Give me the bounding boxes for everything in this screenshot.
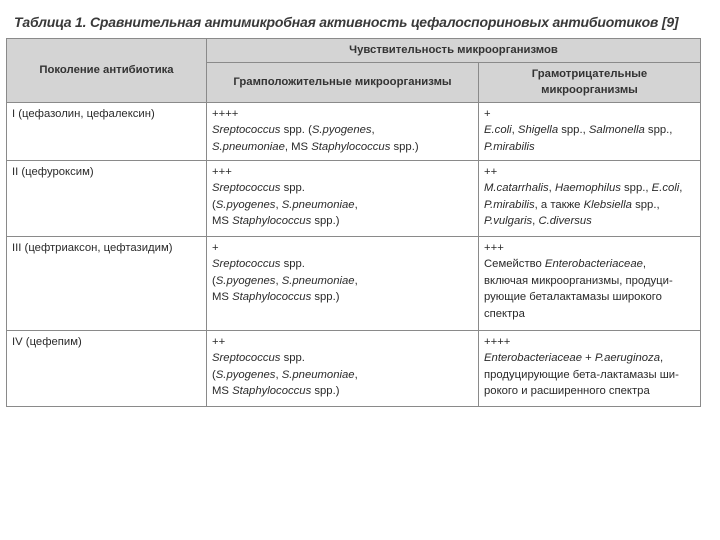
text-fragment: , а также <box>534 198 584 211</box>
text-fragment: spp. <box>280 258 305 270</box>
text-fragment: , <box>275 368 282 381</box>
text-fragment: , <box>354 368 358 381</box>
gram-positive-cell <box>207 160 479 236</box>
gram-positive-cell <box>207 102 479 160</box>
text-fragment: ( <box>212 368 216 381</box>
organism-name: Sreptococcus <box>212 182 281 194</box>
organism-name: E.coli <box>651 182 680 194</box>
organism-name: Staphylococcus <box>232 291 312 303</box>
organism-name: Staphylococcus <box>232 385 312 397</box>
text-fragment: , <box>548 182 555 194</box>
organism-name: Sreptococcus <box>212 258 281 270</box>
activity-level: ++ <box>484 165 498 178</box>
activity-level: + <box>212 241 219 254</box>
table-row <box>7 330 701 406</box>
gram-positive-cell <box>207 330 479 406</box>
table-row <box>7 160 701 236</box>
organism-name: S.pyogenes <box>215 274 276 287</box>
description-line: рующие беталактамазы широкого <box>484 291 662 303</box>
activity-level: + <box>484 107 491 120</box>
organism-name: Staphylococcus <box>232 215 312 227</box>
header-gram-negative <box>479 62 701 102</box>
organism-name: S.pneumoniae <box>281 368 355 381</box>
activity-level: +++ <box>212 165 232 178</box>
text-fragment: MS <box>212 215 233 227</box>
text-fragment: , <box>354 274 358 287</box>
organism-name: P.aeruginoza <box>594 352 660 364</box>
table-caption: Таблица 1. Сравнительная антимикробная активность цефалоспориновых антибиотиков [9] <box>14 14 679 30</box>
organism-name: S.pyogenes <box>215 368 276 381</box>
organism-name: S.pyogenes <box>215 198 276 211</box>
organism-name: Enterobacteriaceae <box>544 258 643 270</box>
organism-name: Klebsiella <box>583 198 632 211</box>
text-fragment: spp., <box>631 198 660 211</box>
text-fragment: , <box>511 124 518 136</box>
header-sensitivity: Чувствительность микроорганизмов <box>207 39 701 63</box>
gram-negative-cell <box>479 236 701 330</box>
text-fragment: spp. <box>280 352 305 364</box>
text-fragment: , <box>659 352 664 364</box>
organism-name: Sreptococcus <box>212 124 281 136</box>
text-fragment: , <box>275 198 282 211</box>
activity-level: ++++ <box>484 335 511 348</box>
organism-name: S.pneumoniae <box>281 198 355 211</box>
text-fragment: , <box>679 182 683 194</box>
text-fragment: spp., <box>620 182 652 194</box>
organism-name: Salmonella <box>588 124 645 136</box>
organism-name: Staphylocоccus <box>311 140 391 153</box>
organism-name: S.pneumoniae <box>281 274 355 287</box>
gram-negative-cell <box>479 102 701 160</box>
text-fragment: , <box>354 198 358 211</box>
activity-level: +++ <box>484 241 504 254</box>
activity-level: ++++ <box>212 107 239 120</box>
table-row <box>7 236 701 330</box>
header-generation: Поколение антибиотика <box>7 39 207 103</box>
text-fragment: spp.) <box>311 385 340 397</box>
organism-name: S.pyogenes <box>311 124 372 136</box>
organism-name: Shigella <box>517 124 559 136</box>
generation-cell: III (цефтриаксон, цефтазидим) <box>7 236 207 330</box>
description-line: включая микроорганизмы, продуци- <box>484 274 673 287</box>
text-fragment: spp.) <box>311 291 340 303</box>
generation-cell: II (цефуроксим) <box>7 160 207 236</box>
gram-negative-cell <box>479 330 701 406</box>
text-fragment: , <box>532 215 539 227</box>
text-fragment: ( <box>212 274 216 287</box>
text-fragment: , MS <box>284 140 312 153</box>
organism-name: Enterobacteriaceae <box>484 352 582 364</box>
organism-name: P.mirabilis <box>484 140 535 153</box>
activity-level: ++ <box>212 335 226 348</box>
organism-name: M.catarrhalis <box>484 182 549 194</box>
text-fragment: spp. <box>280 182 305 194</box>
table-row <box>7 102 701 160</box>
text-fragment: ( <box>212 198 216 211</box>
text-fragment: , <box>371 124 375 136</box>
text-fragment: spp. ( <box>280 124 312 136</box>
gram-negative-cell <box>479 160 701 236</box>
organism-name: C.diversus <box>538 215 592 227</box>
text-fragment: MS <box>212 385 233 397</box>
organism-name: P.mirabilis <box>484 198 535 211</box>
comparison-table <box>6 38 701 407</box>
text-fragment: Семейство <box>484 258 545 270</box>
description-line: рокого и расширенного спектра <box>484 385 650 397</box>
description-line: продуцирующие бета-лактамазы ши- <box>484 368 679 381</box>
gram-positive-cell <box>207 236 479 330</box>
text-fragment: , <box>642 258 647 270</box>
header-gram-negative-line1: Грамотрицательные <box>531 67 648 80</box>
header-gram-negative-line2: микроорганизмы <box>541 84 638 96</box>
text-fragment: spp.) <box>311 215 340 227</box>
description-line: спектра <box>484 307 525 320</box>
organism-name: P.vulgaris <box>484 215 533 227</box>
text-fragment: MS <box>212 291 233 303</box>
text-fragment: , <box>275 274 282 287</box>
organism-name: S.pneumoniae <box>212 140 285 153</box>
generation-cell: I (цефазолин, цефалексин) <box>7 102 207 160</box>
organism-name: Haemophilus <box>554 182 621 194</box>
organism-name: Sreptococcus <box>212 352 281 364</box>
generation-cell: IV (цефепим) <box>7 330 207 406</box>
organism-name: E.coli <box>484 124 512 136</box>
text-fragment: spp.) <box>390 140 419 153</box>
header-gram-positive: Грамположительные микроорганизмы <box>207 62 479 102</box>
text-fragment: + <box>581 352 595 364</box>
text-fragment: spp., <box>644 124 673 136</box>
text-fragment: spp., <box>558 124 589 136</box>
